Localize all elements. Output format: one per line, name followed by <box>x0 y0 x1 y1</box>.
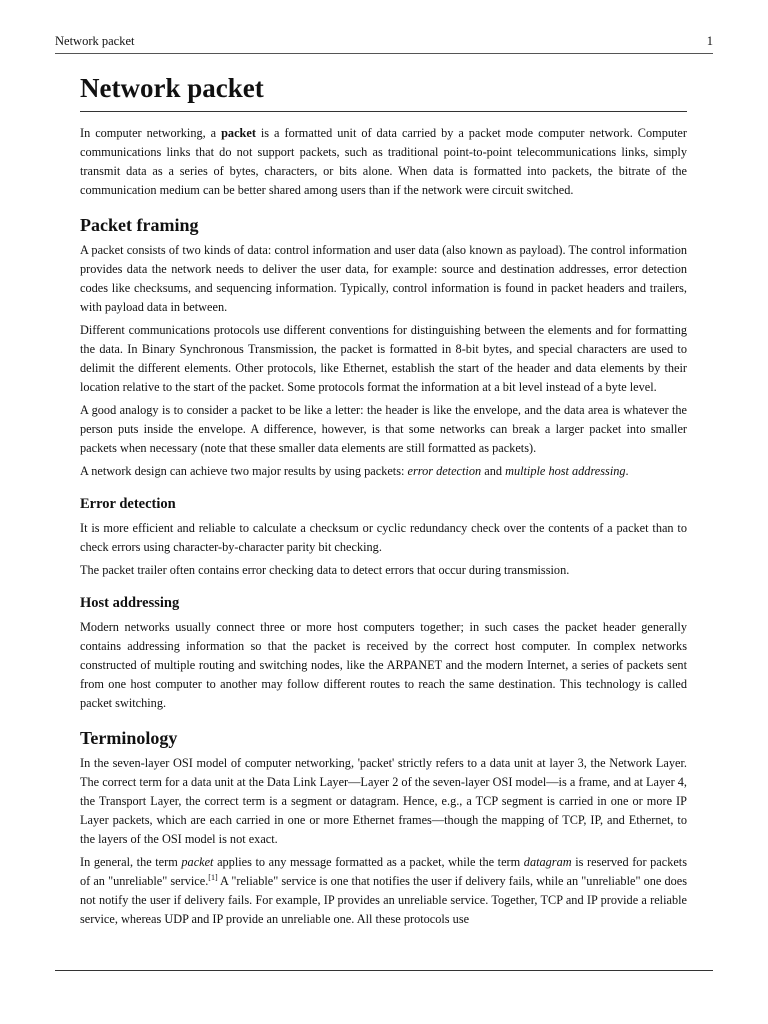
running-title: Network packet <box>55 34 135 48</box>
intro-bold-term: packet <box>221 126 256 140</box>
terminology-paragraph-1: In the seven-layer OSI model of computer networking, 'packet' strictly refers to a data unit at layer 3, the Network Layer. The correct term for a data unit at the Data Link Layer—Layer 2 of the seven-layer OSI model—is a frame, and at Layer 4, the Transport Layer, the correct term is a segment or datagram. Hence, e.g., a TCP segment is carried in one or more IP Layer packets, which are each carried in one or more Ethernet frames—though the mapping of TCP, IP, and Ethernet, to the layers of the OSI model is not exact. <box>80 756 687 846</box>
terminology-paragraph-2 <box>80 853 687 929</box>
pf4-text-mid: and <box>481 464 506 478</box>
packet-framing-paragraph-2: Different communications protocols use different conventions for distinguishing between the elements and for formatting the data. In Binary Synchronous Transmission, the packet is formatted in 8-bit bytes, and special characters are used to delimit the different elements. Other protocols, like Ethernet, establish the start of the header and data elements by their location relative to the start of the packet. Some protocols format the information at a bit level instead of a byte level. <box>80 323 687 394</box>
term2-text-c: is reserved for packets of an "unreliable" service. <box>80 855 688 888</box>
host-addressing-paragraph-1: Modern networks usually connect three or more host computers together; in such cases the packet header generally contains addressing information so that the packet is received by the correct host computer. In complex networks constructed of multiple routing and switching nodes, like the ARPANET and the modern Internet, a series of packets sent from one host computer to another may follow different routes to reach the same destination. This technology is called packet switching. <box>80 620 687 710</box>
term2-text-d: A "reliable" service is one that notifies the user if delivery fails, while an "unreliable" one does not notify the user if delivery fails. For example, IP provides an unreliable service. Together, TCP and IP provide a reliable service, whereas UDP and IP provide an unreliable one. All these protocols use <box>80 874 687 926</box>
packet-framing-paragraph-4 <box>80 462 687 481</box>
error-detection-paragraph-2: The packet trailer often contains error checking data to detect errors that occur during transmission. <box>80 563 570 577</box>
pf4-text-end: . <box>625 464 629 478</box>
article-body <box>80 70 687 933</box>
intro-paragraph <box>80 124 687 200</box>
packet-framing-paragraph-1: A packet consists of two kinds of data: control information and user data (also known as payload). The control information provides data the network needs to deliver the user data, for example: source and destination addresses, error detection codes like checksums, and sequencing information. Typically, control information is found in packet headers and trailers, with payload data in between. <box>80 243 687 314</box>
page-title: Network packet <box>80 70 687 112</box>
section-heading-terminology: Terminology <box>80 728 178 748</box>
term2-em-datagram: datagram <box>523 855 572 869</box>
footer-divider <box>55 970 713 971</box>
header-divider <box>55 53 713 54</box>
section-heading-packet-framing: Packet framing <box>80 215 199 235</box>
error-detection-paragraph-1: It is more efficient and reliable to calculate a checksum or cyclic redundancy check over the contents of a packet than to check errors using character-by-character parity bit checking. <box>80 521 687 554</box>
pf4-em-error-detection: error detection <box>407 464 482 478</box>
page-number: 1 <box>706 34 713 48</box>
pf4-em-multiple-host-addressing: multiple host addressing <box>505 464 626 478</box>
term2-text-a: In general, the term <box>80 855 182 869</box>
reference-link-1[interactable]: [1] <box>208 872 218 882</box>
term2-em-packet: packet <box>181 855 214 869</box>
intro-text-end: is a formatted unit of data carried by a packet mode computer network. Computer communications links that do not support packets, such as traditional point-to-point telecommunications links, simply transmit data as a series of bytes, characters, or bits alone. When data is formatted into packets, the bitrate of the communication medium can be better shared among users than if the network were circuit switched. <box>80 126 687 197</box>
packet-framing-paragraph-3: A good analogy is to consider a packet to be like a letter: the header is like the envelope, and the data area is whatever the person puts inside the envelope. A difference, however, is that some networks can break a larger packet into smaller packets when necessary (note that these smaller data elements are still formatted as packets). <box>80 403 687 455</box>
intro-text-start: In computer networking, a <box>80 126 222 140</box>
pf4-text-start: A network design can achieve two major results by using packets: <box>80 464 408 478</box>
running-header <box>55 34 713 52</box>
term2-text-b: applies to any message formatted as a packet, while the term <box>213 855 524 869</box>
subsection-heading-error-detection: Error detection <box>80 496 176 512</box>
subsection-heading-host-addressing: Host addressing <box>80 595 180 611</box>
